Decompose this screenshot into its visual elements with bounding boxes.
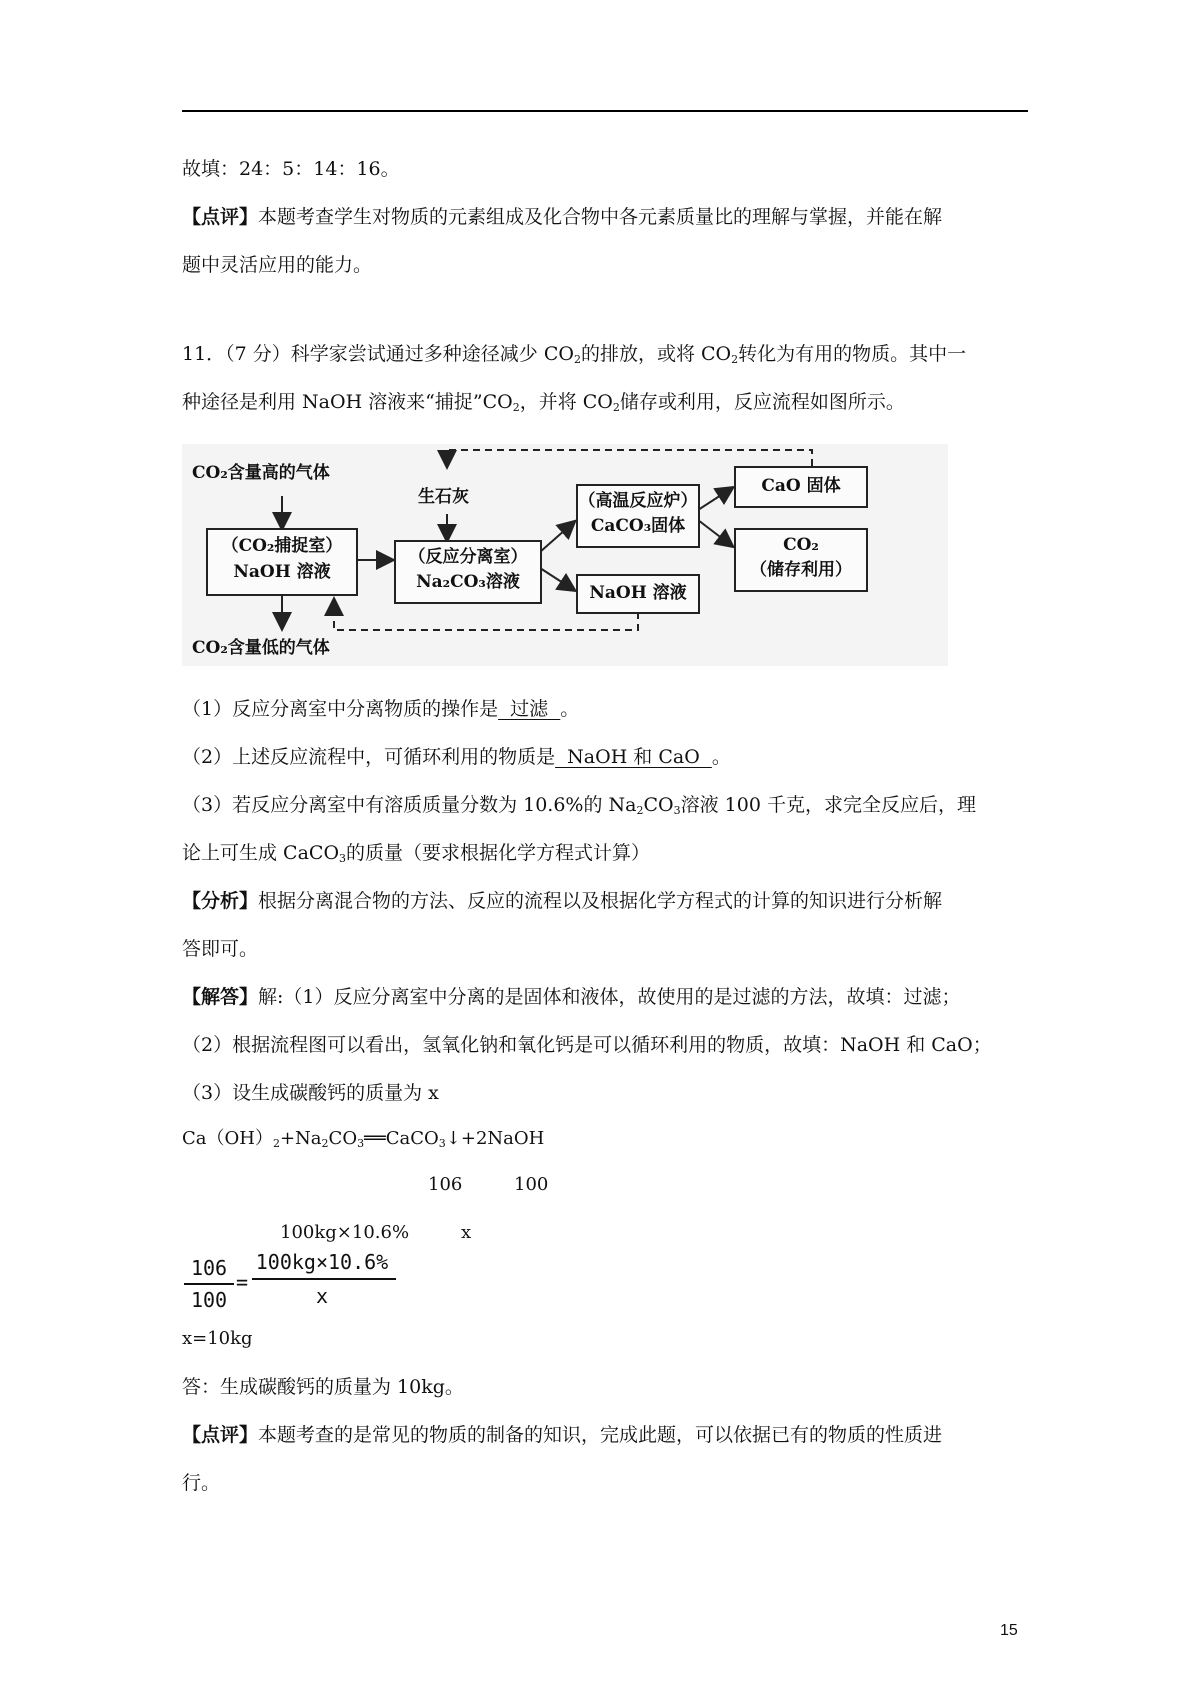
reaction-flow-diagram [182,444,948,666]
co2-storage-box [734,528,868,592]
fraction-equals: = [236,1270,249,1294]
arrow-cao-recycle [447,450,812,466]
arrow-separation-to-naoh [540,568,574,590]
given-mass: 100kg×10.6% [280,1222,410,1243]
arrow-separation-to-furnace [540,522,574,552]
comment-1-line-2: 题中灵活应用的能力。 [182,254,373,276]
subquestion-1: （1）反应分离室中分离物质的操作是 过滤 。 [182,698,580,720]
unknown-mass: x [461,1222,472,1243]
arrow-furnace-to-cao [698,488,732,510]
solution-tag: 【解答】 [182,986,259,1008]
analysis-line-1: 【分析】根据分离混合物的方法、反应的流程以及根据化学方程式的计算的知识进行分析解 [182,890,943,912]
chemical-equation: $Ca(OH)_2+Na_2CO_3══CaCO_3↓+2NaOH$ [182,1128,545,1150]
answer-blank-2: NaOH 和 CaO [555,746,712,768]
cao-solid-box [734,466,868,508]
molar-mass-caco3: 100 [514,1174,549,1195]
final-answer: 答：生成碳酸钙的质量为 10kg。 [182,1376,464,1398]
comment-2-line-1: 【点评】本题考查的是常见的物质的制备的知识，完成此题，可以依据已有的物质的性质进 [182,1424,943,1446]
cao-solid-label: CaO 固体 [761,476,841,496]
capture-chamber-title: （CO₂捕捉室） [221,536,343,556]
naoh-solution-box [576,574,700,614]
question-line-1: 11．（7 分）科学家尝试通过多种途径减少 $CO_2$的排放，或将 $CO_2$转化为有用的物质。其中一 [182,343,967,366]
furnace-content: CaCO₃固体 [590,516,686,536]
molar-mass-na2co3: 106 [428,1174,463,1195]
capture-chamber-box [206,528,358,596]
fraction-left-bar [184,1283,234,1285]
subquestion-3-line-1: （3）若反应分离室中有溶质质量分数为 10.6%的 $Na_2CO_3$溶液 100 千克，求完全反应后，理 [182,794,976,817]
naoh-solution-label: NaOH 溶液 [589,583,687,603]
label-quicklime: 生石灰 [418,487,469,507]
answer-blank-1: 过滤 [498,698,561,720]
fraction-left-numerator: 106 [190,1256,228,1280]
analysis-tag: 【分析】 [182,890,259,912]
furnace-title: （高温反应炉） [578,491,698,511]
page-number: 15 [1000,1622,1018,1639]
proportion-fraction [182,1250,402,1312]
fraction-left-denominator: 100 [190,1288,228,1312]
answer-fill-line: 故填：24：5：14：16。 [182,158,400,180]
comment-2-line-2: 行。 [182,1472,221,1494]
result-line: x=10kg [182,1328,253,1349]
co2-storage-subtitle: （储存利用） [750,560,852,580]
question-line-2: 种途径是利用 NaOH 溶液来“捕捉$”CO_2$，并将 $CO_2$储存或利用，反应流程如图所示。 [182,391,905,414]
comment-1-line-1 [182,208,942,227]
solution-line-3: （3）设生成碳酸钙的质量为 x [182,1082,439,1104]
capture-chamber-solution: NaOH 溶液 [233,562,331,582]
label-high-co2-gas: CO₂含量高的气体 [192,463,330,483]
separation-chamber-title: （反应分离室） [408,547,528,567]
arrow-furnace-to-co2 [698,520,732,546]
co2-storage-title: CO₂ [783,535,819,555]
solution-line-2: （2）根据流程图可以看出，氢氧化钠和氧化钙是可以循环利用的物质，故填：NaOH 和 CaO； [182,1034,992,1056]
comment-tag: 【点评】 [182,206,259,228]
header-rule [182,110,1028,112]
fraction-right-denominator: x [315,1284,329,1308]
solution-line-1: 【解答】解:（1）反应分离室中分离的是固体和液体，故使用的是过滤的方法，故填：过滤； [182,986,961,1008]
analysis-line-2: 答即可。 [182,938,259,960]
comment-text: 本题考查学生对物质的元素组成及化合物中各元素质量比的理解与掌握，并能在解 [258,206,943,228]
furnace-box [576,484,700,548]
separation-chamber-solution: Na₂CO₃溶液 [416,572,520,592]
fraction-right-bar [252,1278,396,1280]
label-low-co2-gas: CO₂含量低的气体 [192,638,330,658]
comment-2-tag: 【点评】 [182,1424,259,1446]
fraction-right-numerator: 100kg×10.6% [255,1250,389,1274]
subquestion-3-line-2: 论上可生成 CaCO$_3$的质量（要求根据化学方程式计算） [182,842,651,865]
separation-chamber-box [394,540,542,604]
subquestion-2: （2）上述反应流程中，可循环利用的物质是 NaOH 和 CaO 。 [182,746,731,768]
